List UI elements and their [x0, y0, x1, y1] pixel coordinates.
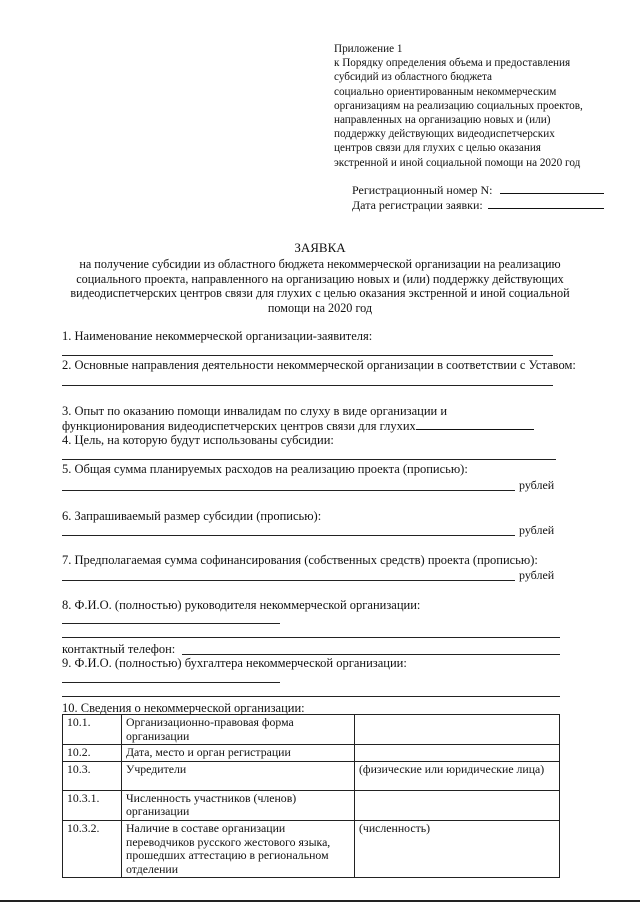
- registration-number-field[interactable]: [500, 182, 604, 194]
- appendix-line: поддержку действующих видеодиспетчерских: [334, 128, 555, 141]
- organization-info-table: [62, 714, 560, 878]
- registration-date-row: [352, 197, 604, 213]
- item-6-answer-line[interactable]: [62, 535, 515, 536]
- appendix-line: Приложение 1: [334, 43, 403, 55]
- item-6-currency: рублей: [519, 523, 555, 537]
- row-number: 10.3.2.: [63, 820, 122, 877]
- item-1-label: 1. Наименование некоммерческой организации-заявителя:: [62, 329, 373, 343]
- row-value[interactable]: (физические или юридические лица): [355, 761, 560, 790]
- item-8-answer-line-2[interactable]: [62, 637, 560, 638]
- item-3-label-cont: [62, 418, 534, 434]
- row-label: Дата, место и орган регистрации: [122, 745, 355, 762]
- row-number: 10.3.1.: [63, 790, 122, 820]
- appendix-line: направленных на организацию новых и (или): [334, 114, 551, 127]
- row-value[interactable]: [355, 715, 560, 745]
- appendix-line: социально ориентированным некоммерческим: [334, 85, 557, 98]
- item-3-label-text: функционирования видеодиспетчерских центров связи для глухих: [62, 419, 416, 433]
- row-number: 10.2.: [63, 745, 122, 762]
- phone-answer-line[interactable]: [182, 654, 560, 655]
- registration-date-label: Дата регистрации заявки:: [352, 198, 483, 212]
- item-7-label: 7. Предполагаемая сумма софинансирования (собственных средств) проекта (прописью):: [62, 553, 538, 567]
- row-number: 10.3.: [63, 761, 122, 790]
- item-9-answer-line-2[interactable]: [62, 696, 560, 697]
- item-8-label: 8. Ф.И.О. (полностью) руководителя некоммерческой организации:: [62, 598, 421, 612]
- phone-label: контактный телефон:: [62, 642, 176, 656]
- item-7-answer-line[interactable]: [62, 580, 515, 581]
- item-8-answer-line-1[interactable]: [62, 623, 280, 624]
- row-label: Учредители: [122, 761, 355, 790]
- item-2-label: 2. Основные направления деятельности некоммерческой организации в соответствии с Уставом:: [62, 358, 576, 372]
- page-bottom-rule: [0, 900, 640, 902]
- registration-date-field[interactable]: [488, 197, 604, 209]
- item-5-currency: рублей: [519, 478, 555, 492]
- table-row: [63, 790, 560, 820]
- appendix-line: субсидий из областного бюджета: [334, 71, 492, 84]
- item-2-answer-line[interactable]: [62, 385, 553, 386]
- table-row: [63, 820, 560, 877]
- row-value[interactable]: [355, 745, 560, 762]
- row-value[interactable]: (численность): [355, 820, 560, 877]
- item-7-currency: рублей: [519, 568, 555, 582]
- item-6-label: 6. Запрашиваемый размер субсидии (прописью):: [62, 509, 322, 523]
- item-5-label: 5. Общая сумма планируемых расходов на реализацию проекта (прописью):: [62, 462, 468, 476]
- appendix-line: к Порядку определения объема и предоставления: [334, 57, 571, 70]
- item-3-label: 3. Опыт по оказанию помощи инвалидам по слуху в виде организации и: [62, 404, 448, 418]
- appendix-line: центров связи для глухих с целью оказания: [334, 142, 541, 155]
- row-label: Организационно-правовая форма организации: [122, 715, 355, 745]
- row-number: 10.1.: [63, 715, 122, 745]
- item-9-label: 9. Ф.И.О. (полностью) бухгалтера некоммерческой организации:: [62, 656, 407, 670]
- table-row: [63, 761, 560, 790]
- row-label: Численность участников (членов) организации: [122, 790, 355, 820]
- item-3-answer-line[interactable]: [416, 418, 534, 430]
- item-5-answer-line[interactable]: [62, 490, 515, 491]
- registration-number-row: [352, 182, 604, 198]
- phone-row: [62, 642, 175, 657]
- item-1-answer-line[interactable]: [62, 355, 553, 356]
- document-subtitle: на получение субсидии из областного бюджета некоммерческой организации на реализацию социального проекта, направленного на организацию новых и (или) поддержку действующих видеодиспетчерских центров связи для глухих с целью оказания экстренной и иной социальной помощи на 2020 год: [70, 257, 570, 315]
- table-row: [63, 745, 560, 762]
- item-10-label: 10. Сведения о некоммерческой организации:: [62, 701, 305, 715]
- table-row: [63, 715, 560, 745]
- appendix-line: организациям на реализацию социальных проектов,: [334, 99, 583, 112]
- appendix-line: экстренной и иной социальной помощи на 2020 год: [334, 156, 581, 169]
- row-label: Наличие в составе организации переводчиков русского жестового языка, прошедших аттестацию в региональном отделении: [122, 820, 355, 877]
- appendix-block: [334, 42, 583, 170]
- item-9-answer-line-1[interactable]: [62, 682, 280, 683]
- item-4-label: 4. Цель, на которую будут использованы субсидии:: [62, 433, 334, 447]
- registration-number-label: Регистрационный номер N:: [352, 183, 493, 197]
- row-value[interactable]: [355, 790, 560, 820]
- document-title: ЗАЯВКА: [294, 240, 346, 255]
- item-4-answer-line[interactable]: [62, 459, 556, 460]
